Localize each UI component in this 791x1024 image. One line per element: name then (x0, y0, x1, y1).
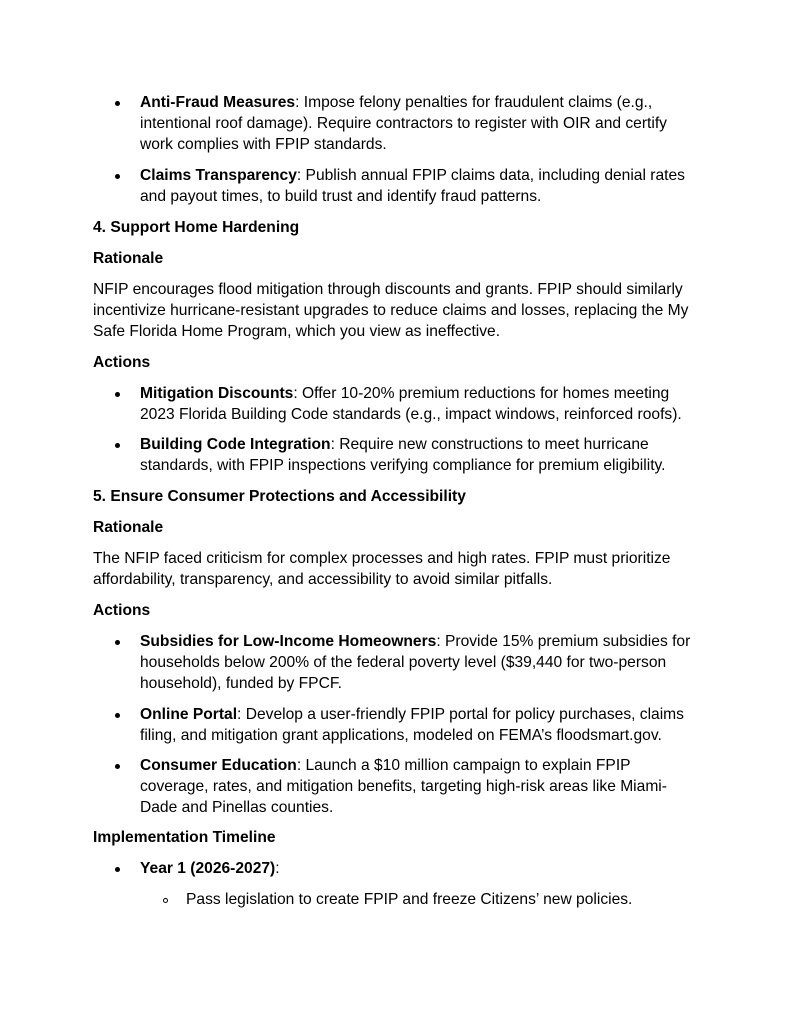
bullet-icon (115, 640, 120, 645)
section-heading: 5. Ensure Consumer Protections and Accessibility (93, 488, 466, 505)
rationale-text: NFIP encourages flood mitigation through discounts and grants. FPIP should similarly (93, 281, 683, 298)
bullet-icon (115, 443, 120, 448)
item-term: Mitigation Discounts (140, 385, 294, 402)
section-heading: 4. Support Home Hardening (93, 219, 300, 236)
bullet-icon (115, 764, 120, 769)
actions-heading: Actions (93, 354, 151, 371)
bullet-icon (115, 101, 120, 106)
bullet-icon (115, 713, 120, 718)
actions-heading: Actions (93, 602, 151, 619)
item-term: Consumer Education (140, 757, 297, 774)
item-term: Subsidies for Low-Income Homeowners (140, 633, 437, 650)
item-term: Building Code Integration (140, 436, 331, 453)
document-page: Anti-Fraud Measures: Impose felony penalties for fraudulent claims (e.g., intentional roof damage). Require contractors to register with OIR and certify work complies with FPIP standards. Claims Transparency: Publish annual FPIP claims data, including denial rates and payout times, to build trust and identify fraud patterns. 4. Support Home Hardening Rationale NFIP encourages flood mitigation through discounts and grants. FPIP should similarly incentivize hurricane-resistant upgrades to reduce claims and losses, replacing the My Safe Florida Home Program, which you view as ineffective. Actions Mitigation Discounts: Offer 10-20% premium reductions for homes meeting 2023 Florida Building Code standards (e.g., impact windows, reinforced roofs). Building Code Integration: Require new constructions to meet hurricane standards, with FPIP inspections verifying compliance for premium eligibility. 5. Ensure Consumer Protections and Accessibility Rationale The NFIP faced criticism for complex processes and high rates. FPIP must prioritize affordability, transparency, and accessibility to avoid similar pitfalls. Actions Subsidies for Low-Income Homeowners: Provide 15% premium subsidies for households below 200% of the federal poverty level ($39,440 for two-person household), funded by FPCF. Online Portal: Develop a user-friendly FPIP portal for policy purchases, claims filing, and mitigation grant applications, modeled on FEMA’s floodsmart.gov. Consumer Education: Launch a $10 million campaign to explain FPIP coverage, rates, and mitigation benefits, targeting high-risk areas like Miami- Dade and Pinellas counties. Implementation Timeline Year 1 (2026-2027): Pass legislation to create FPIP and freeze Citizens’ new policies. (93, 94, 691, 908)
rationale-text: affordability, transparency, and accessibility to avoid similar pitfalls. (93, 571, 553, 588)
item-term: Anti-Fraud Measures (140, 94, 296, 111)
item-term: Year 1 (2026-2027) (140, 860, 276, 877)
rationale-text: The NFIP faced criticism for complex processes and high rates. FPIP must prioritize (93, 550, 671, 567)
rationale-heading: Rationale (93, 250, 164, 267)
rationale-text: Safe Florida Home Program, which you view as ineffective. (93, 323, 501, 340)
item-term: Claims Transparency (140, 167, 297, 184)
rationale-heading: Rationale (93, 519, 164, 536)
item-term: Online Portal (140, 706, 238, 723)
hollow-bullet-icon (163, 898, 168, 903)
rationale-text: incentivize hurricane-resistant upgrades to reduce claims and losses, replacing the My (93, 302, 689, 319)
bullet-icon (115, 174, 120, 179)
bullet-icon (115, 392, 120, 397)
timeline-heading: Implementation Timeline (93, 829, 276, 846)
bullet-icon (115, 867, 120, 872)
sub-list-item: Pass legislation to create FPIP and freeze Citizens’ new policies. (186, 891, 633, 908)
